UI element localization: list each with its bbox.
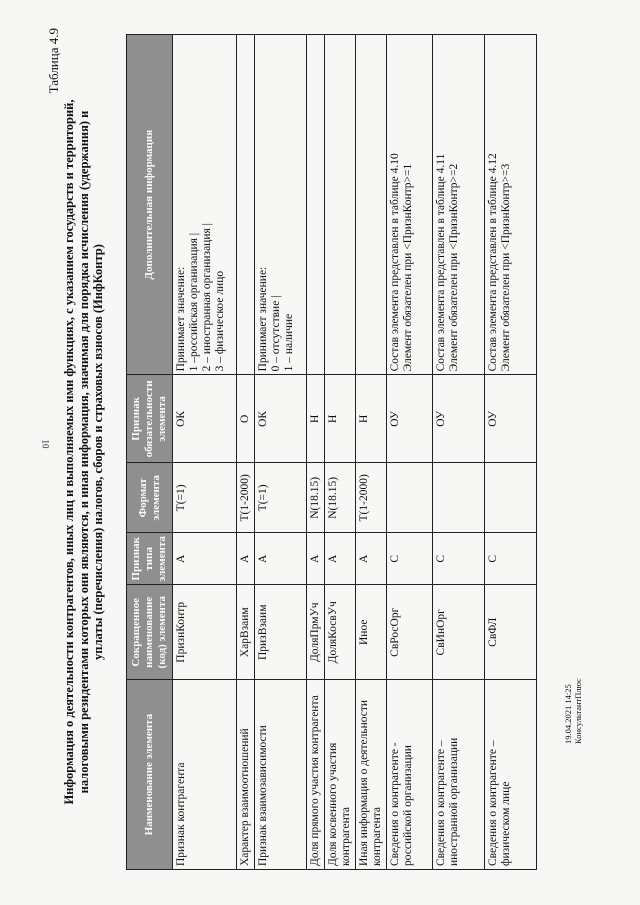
table-number: Таблица 4.9 <box>46 28 61 94</box>
cell-code: ХарВзаим <box>237 585 255 680</box>
info-line: Состав элемента представлен в таблице 4.10 <box>389 153 401 372</box>
cell-required: ОУ <box>387 375 433 463</box>
cell-code: ПризВзаим <box>255 585 307 680</box>
cell-type: А <box>356 533 387 585</box>
cell-info <box>433 35 485 375</box>
cell-name: Доля прямого участия контрагента <box>307 680 325 870</box>
cell-format <box>433 463 485 533</box>
cell-format <box>485 463 537 533</box>
cell-name: Признак взаимозависимости <box>255 680 307 870</box>
page-number: 10 <box>40 439 51 449</box>
info-line: 0 – отсутствие | <box>270 295 282 372</box>
cell-code: СвИнОрг <box>433 585 485 680</box>
cell-name: Сведения о контрагенте - российской организации <box>387 680 433 870</box>
print-stamp <box>563 678 583 744</box>
table-row <box>485 35 537 870</box>
cell-type: А <box>237 533 255 585</box>
cell-format: N(18.15) <box>307 463 325 533</box>
table-row <box>325 35 356 870</box>
table-row <box>173 35 237 870</box>
cell-info <box>325 35 356 375</box>
cell-name: Иная информация о деятельности контрагента <box>356 680 387 870</box>
title-line: уплаты (перечисления) налогов, сборов и страховых взносов (ИнфКонтр) <box>91 244 105 660</box>
table-title <box>62 42 106 862</box>
header-info: Дополнительная информация <box>127 35 173 375</box>
table-row <box>307 35 325 870</box>
cell-required: Н <box>356 375 387 463</box>
info-line: 1 – наличие <box>283 313 295 372</box>
cell-code: Иное <box>356 585 387 680</box>
cell-type: А <box>307 533 325 585</box>
cell-info <box>485 35 537 375</box>
cell-info <box>255 35 307 375</box>
cell-format <box>387 463 433 533</box>
cell-info <box>173 35 237 375</box>
cell-name: Признак контрагента <box>173 680 237 870</box>
cell-code: ДоляПрмУч <box>307 585 325 680</box>
info-line: Элемент обязателен при <ПризнКонтр>=3 <box>500 163 512 372</box>
rotated-content <box>40 22 600 882</box>
info-line: Состав элемента представлен в таблице 4.12 <box>487 153 499 372</box>
info-line: Элемент обязателен при <ПризнКонтр>=1 <box>402 163 414 372</box>
info-line: Состав элемента представлен в таблице 4.11 <box>435 153 447 372</box>
stamp-line: КонсультантПлюс <box>573 678 583 744</box>
header-type: Признак типа элемента <box>127 533 173 585</box>
cell-code: ПризнКонтр <box>173 585 237 680</box>
cell-type: С <box>485 533 537 585</box>
cell-required: О <box>237 375 255 463</box>
table-row <box>433 35 485 870</box>
info-line: 3 – физическое лицо <box>214 270 226 372</box>
header-format: Формат элемента <box>127 463 173 533</box>
cell-format: T(=1) <box>255 463 307 533</box>
info-line: Элемент обязателен при <ПризнКонтр>=2 <box>448 163 460 372</box>
cell-code: СвРосОрг <box>387 585 433 680</box>
info-line: 1 –российская организация | <box>188 232 200 372</box>
cell-name: Доля косвенного участия контрагента <box>325 680 356 870</box>
header-required: Признак обязательности элемента <box>127 375 173 463</box>
cell-code: СвФЛ <box>485 585 537 680</box>
cell-required: ОК <box>173 375 237 463</box>
cell-info <box>356 35 387 375</box>
cell-name: Характер взаимоотношений <box>237 680 255 870</box>
cell-required: Н <box>307 375 325 463</box>
header-name: Наименование элемента <box>127 680 173 870</box>
cell-type: А <box>255 533 307 585</box>
cell-info <box>307 35 325 375</box>
cell-code: ДоляКосвУч <box>325 585 356 680</box>
cell-format: T(=1) <box>173 463 237 533</box>
cell-format: T(1-2000) <box>356 463 387 533</box>
info-line: 2 – иностранная организация | <box>201 223 213 372</box>
cell-type: С <box>433 533 485 585</box>
title-line: Информация о деятельности контрагентов, иных лиц и выполняемых ими функциях, с указанием государств и территорий, <box>62 99 76 805</box>
cell-name: Сведения о контрагенте – иностранной организации <box>433 680 485 870</box>
table-row <box>255 35 307 870</box>
element-table <box>126 34 537 870</box>
header-code: Сокращенное наименование (код) элемента <box>127 585 173 680</box>
cell-info <box>387 35 433 375</box>
cell-format: T(1-2000) <box>237 463 255 533</box>
cell-required: ОУ <box>433 375 485 463</box>
cell-required: ОУ <box>485 375 537 463</box>
cell-info <box>237 35 255 375</box>
cell-type: А <box>173 533 237 585</box>
cell-type: С <box>387 533 433 585</box>
info-line: Принимает значение: <box>175 266 187 372</box>
table-row <box>356 35 387 870</box>
cell-required: Н <box>325 375 356 463</box>
table-row <box>387 35 433 870</box>
table-row <box>237 35 255 870</box>
cell-name: Сведения о контрагенте – физическом лице <box>485 680 537 870</box>
cell-type: А <box>325 533 356 585</box>
info-line: Принимает значение: <box>257 266 269 372</box>
title-line: налоговыми резидентами которых они являются, и иная информация, значимая для порядка исчисления (удержания) и <box>76 110 91 794</box>
cell-format: N(18.15) <box>325 463 356 533</box>
table-header-row <box>127 35 173 870</box>
stamp-line: 19.04.2021 14:25 <box>563 684 573 744</box>
cell-required: ОК <box>255 375 307 463</box>
